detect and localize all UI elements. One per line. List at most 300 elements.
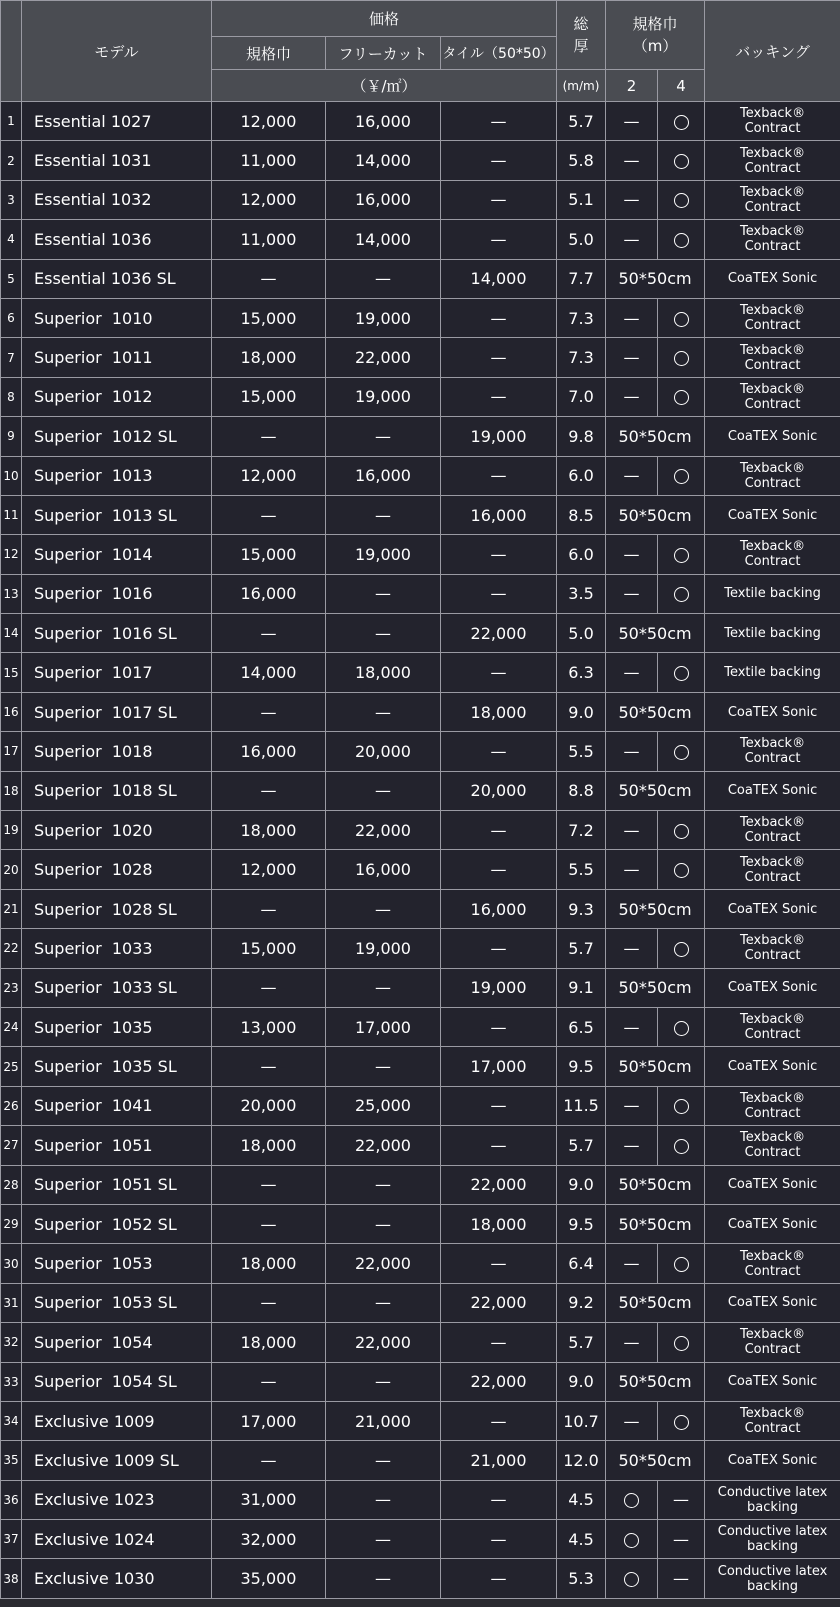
price-freecut: 18,000 xyxy=(326,653,441,692)
table-row xyxy=(1,889,840,928)
price-tile: 16,000 xyxy=(441,889,557,928)
header-model: モデル xyxy=(22,1,212,102)
row-number: 17 xyxy=(1,732,22,771)
backing: Texback® Contract xyxy=(705,811,840,850)
price-standard: — xyxy=(212,889,326,928)
price-standard: — xyxy=(212,1204,326,1243)
width-4m xyxy=(658,1323,705,1362)
price-standard: — xyxy=(212,495,326,534)
row-number: 27 xyxy=(1,1126,22,1165)
width-4m xyxy=(658,653,705,692)
price-standard: 20,000 xyxy=(212,1086,326,1125)
model-name: Superior 1017 xyxy=(22,653,212,692)
price-freecut: 22,000 xyxy=(326,1126,441,1165)
width-2m: — xyxy=(606,102,658,141)
thickness: 8.5 xyxy=(557,495,606,534)
circle-icon xyxy=(624,1493,639,1508)
thickness: 9.3 xyxy=(557,889,606,928)
model-name: Superior 1053 xyxy=(22,1244,212,1283)
model-name: Superior 1041 xyxy=(22,1086,212,1125)
backing: Texback® Contract xyxy=(705,102,840,141)
price-freecut: — xyxy=(326,771,441,810)
table-row xyxy=(1,692,840,731)
price-freecut: — xyxy=(326,1559,441,1598)
circle-icon xyxy=(674,745,689,760)
header-width: 規格巾 （m） xyxy=(606,1,705,70)
model-name: Superior 1028 SL xyxy=(22,889,212,928)
thickness: 6.3 xyxy=(557,653,606,692)
tile-size: 50*50cm xyxy=(606,495,705,534)
table-row xyxy=(1,1283,840,1322)
price-freecut: — xyxy=(326,1165,441,1204)
width-4m xyxy=(658,377,705,416)
width-4m xyxy=(658,1126,705,1165)
model-name: Superior 1053 SL xyxy=(22,1283,212,1322)
model-name: Exclusive 1030 xyxy=(22,1559,212,1598)
row-number: 10 xyxy=(1,456,22,495)
price-standard: — xyxy=(212,1362,326,1401)
backing: CoaTEX Sonic xyxy=(705,1047,840,1086)
price-tile: — xyxy=(441,1520,557,1559)
thickness: 5.3 xyxy=(557,1559,606,1598)
price-standard: 15,000 xyxy=(212,377,326,416)
tile-size: 50*50cm xyxy=(606,259,705,298)
model-name: Superior 1051 SL xyxy=(22,1165,212,1204)
thickness: 7.0 xyxy=(557,377,606,416)
table-row xyxy=(1,929,840,968)
price-freecut: — xyxy=(326,692,441,731)
width-4m: — xyxy=(658,1520,705,1559)
price-freecut: 20,000 xyxy=(326,732,441,771)
price-freecut: 25,000 xyxy=(326,1086,441,1125)
table-row xyxy=(1,1480,840,1519)
price-tile: — xyxy=(441,1480,557,1519)
width-2m: — xyxy=(606,338,658,377)
price-freecut: 22,000 xyxy=(326,338,441,377)
row-number: 31 xyxy=(1,1283,22,1322)
width-2m: — xyxy=(606,456,658,495)
price-freecut: — xyxy=(326,1362,441,1401)
price-standard: 18,000 xyxy=(212,338,326,377)
price-tile: — xyxy=(441,811,557,850)
circle-icon xyxy=(674,1257,689,1272)
thickness: 5.1 xyxy=(557,180,606,219)
backing: Texback® Contract xyxy=(705,929,840,968)
backing: CoaTEX Sonic xyxy=(705,495,840,534)
row-number: 34 xyxy=(1,1401,22,1440)
row-number: 18 xyxy=(1,771,22,810)
row-number: 32 xyxy=(1,1323,22,1362)
table-row xyxy=(1,1441,840,1480)
thickness: 5.0 xyxy=(557,614,606,653)
thickness: 5.0 xyxy=(557,220,606,259)
price-tile: — xyxy=(441,1126,557,1165)
backing: Textile backing xyxy=(705,574,840,613)
table-row xyxy=(1,338,840,377)
width-4m xyxy=(658,811,705,850)
backing: Texback® Contract xyxy=(705,1086,840,1125)
price-freecut: 19,000 xyxy=(326,929,441,968)
circle-icon xyxy=(674,193,689,208)
row-number: 35 xyxy=(1,1441,22,1480)
price-standard: — xyxy=(212,1441,326,1480)
backing: CoaTEX Sonic xyxy=(705,1441,840,1480)
row-number: 24 xyxy=(1,1007,22,1046)
row-number: 37 xyxy=(1,1520,22,1559)
model-name: Exclusive 1009 SL xyxy=(22,1441,212,1480)
model-name: Exclusive 1024 xyxy=(22,1520,212,1559)
row-number: 36 xyxy=(1,1480,22,1519)
price-tile: — xyxy=(441,850,557,889)
model-name: Superior 1054 SL xyxy=(22,1362,212,1401)
thickness: 5.7 xyxy=(557,929,606,968)
price-freecut: — xyxy=(326,574,441,613)
price-standard: 35,000 xyxy=(212,1559,326,1598)
price-tile: — xyxy=(441,338,557,377)
row-number: 7 xyxy=(1,338,22,377)
circle-icon xyxy=(674,824,689,839)
header-price-standard: 規格巾 xyxy=(212,37,326,70)
price-freecut: 16,000 xyxy=(326,180,441,219)
width-4m: — xyxy=(658,1480,705,1519)
thickness: 5.5 xyxy=(557,850,606,889)
price-tile: 16,000 xyxy=(441,495,557,534)
thickness: 9.2 xyxy=(557,1283,606,1322)
price-tile: 18,000 xyxy=(441,1204,557,1243)
table-row xyxy=(1,102,840,141)
circle-icon xyxy=(674,587,689,602)
tile-size: 50*50cm xyxy=(606,889,705,928)
width-2m: — xyxy=(606,298,658,337)
price-tile: — xyxy=(441,1007,557,1046)
price-freecut: 17,000 xyxy=(326,1007,441,1046)
price-tile: — xyxy=(441,1244,557,1283)
row-number: 28 xyxy=(1,1165,22,1204)
backing: Conductive latex backing xyxy=(705,1559,840,1598)
backing: CoaTEX Sonic xyxy=(705,968,840,1007)
thickness: 5.7 xyxy=(557,1323,606,1362)
price-tile: 17,000 xyxy=(441,1047,557,1086)
backing: Conductive latex backing xyxy=(705,1480,840,1519)
model-name: Superior 1013 SL xyxy=(22,495,212,534)
price-freecut: — xyxy=(326,1204,441,1243)
price-freecut: 21,000 xyxy=(326,1401,441,1440)
model-name: Superior 1010 xyxy=(22,298,212,337)
price-tile: — xyxy=(441,377,557,416)
price-tile: 22,000 xyxy=(441,1165,557,1204)
price-freecut: — xyxy=(326,1520,441,1559)
header-backing: バッキング xyxy=(705,1,840,102)
row-number: 13 xyxy=(1,574,22,613)
model-name: Superior 1020 xyxy=(22,811,212,850)
row-number: 2 xyxy=(1,141,22,180)
table-row xyxy=(1,141,840,180)
table-row xyxy=(1,456,840,495)
thickness: 5.7 xyxy=(557,1126,606,1165)
model-name: Essential 1036 SL xyxy=(22,259,212,298)
table-row xyxy=(1,1047,840,1086)
price-tile: — xyxy=(441,1559,557,1598)
backing: Texback® Contract xyxy=(705,1126,840,1165)
price-tile: 22,000 xyxy=(441,1283,557,1322)
price-standard: 31,000 xyxy=(212,1480,326,1519)
tile-size: 50*50cm xyxy=(606,692,705,731)
backing: Textile backing xyxy=(705,653,840,692)
model-name: Superior 1012 SL xyxy=(22,417,212,456)
table-row xyxy=(1,653,840,692)
row-number: 23 xyxy=(1,968,22,1007)
model-name: Superior 1016 xyxy=(22,574,212,613)
price-tile: — xyxy=(441,180,557,219)
thickness: 9.5 xyxy=(557,1047,606,1086)
circle-icon xyxy=(624,1533,639,1548)
backing: CoaTEX Sonic xyxy=(705,771,840,810)
thickness: 9.8 xyxy=(557,417,606,456)
table-row xyxy=(1,1401,840,1440)
header-price-freecut: フリーカット xyxy=(326,37,441,70)
backing: CoaTEX Sonic xyxy=(705,889,840,928)
width-4m xyxy=(658,141,705,180)
backing: Texback® Contract xyxy=(705,850,840,889)
price-tile: 19,000 xyxy=(441,968,557,1007)
backing: CoaTEX Sonic xyxy=(705,692,840,731)
backing: Texback® Contract xyxy=(705,535,840,574)
circle-icon xyxy=(674,312,689,327)
table-row xyxy=(1,614,840,653)
row-number: 33 xyxy=(1,1362,22,1401)
table-row xyxy=(1,811,840,850)
price-tile: — xyxy=(441,102,557,141)
price-tile: — xyxy=(441,1323,557,1362)
price-standard: 12,000 xyxy=(212,850,326,889)
width-2m: — xyxy=(606,1244,658,1283)
circle-icon xyxy=(674,154,689,169)
backing: Texback® Contract xyxy=(705,1323,840,1362)
price-standard: 15,000 xyxy=(212,298,326,337)
model-name: Superior 1035 xyxy=(22,1007,212,1046)
price-standard: — xyxy=(212,1047,326,1086)
row-number: 29 xyxy=(1,1204,22,1243)
tile-size: 50*50cm xyxy=(606,771,705,810)
width-4m xyxy=(658,220,705,259)
price-standard: — xyxy=(212,1283,326,1322)
table-row xyxy=(1,574,840,613)
price-standard: — xyxy=(212,259,326,298)
model-name: Superior 1052 SL xyxy=(22,1204,212,1243)
backing: Texback® Contract xyxy=(705,338,840,377)
backing: Texback® Contract xyxy=(705,180,840,219)
thickness: 7.3 xyxy=(557,338,606,377)
backing: Texback® Contract xyxy=(705,1244,840,1283)
price-standard: 18,000 xyxy=(212,1126,326,1165)
width-4m xyxy=(658,1401,705,1440)
model-name: Superior 1018 SL xyxy=(22,771,212,810)
table-row xyxy=(1,1204,840,1243)
backing: CoaTEX Sonic xyxy=(705,1362,840,1401)
thickness: 9.0 xyxy=(557,1362,606,1401)
width-2m: — xyxy=(606,535,658,574)
tile-size: 50*50cm xyxy=(606,417,705,456)
backing: Texback® Contract xyxy=(705,377,840,416)
model-name: Superior 1011 xyxy=(22,338,212,377)
price-standard: 17,000 xyxy=(212,1401,326,1440)
circle-icon xyxy=(624,1572,639,1587)
price-freecut: — xyxy=(326,417,441,456)
tile-size: 50*50cm xyxy=(606,1204,705,1243)
backing: CoaTEX Sonic xyxy=(705,1204,840,1243)
price-freecut: — xyxy=(326,968,441,1007)
model-name: Superior 1033 SL xyxy=(22,968,212,1007)
price-freecut: — xyxy=(326,889,441,928)
price-tile: — xyxy=(441,574,557,613)
model-name: Superior 1054 xyxy=(22,1323,212,1362)
model-name: Superior 1028 xyxy=(22,850,212,889)
price-freecut: — xyxy=(326,1441,441,1480)
thickness: 5.7 xyxy=(557,102,606,141)
table-row xyxy=(1,1086,840,1125)
table-row xyxy=(1,377,840,416)
width-4m xyxy=(658,929,705,968)
width-4m xyxy=(658,102,705,141)
row-number: 20 xyxy=(1,850,22,889)
price-tile: 22,000 xyxy=(441,1362,557,1401)
model-name: Essential 1027 xyxy=(22,102,212,141)
table-row xyxy=(1,1559,840,1598)
width-2m: — xyxy=(606,850,658,889)
price-tile: 19,000 xyxy=(441,417,557,456)
table-row xyxy=(1,1126,840,1165)
table-row xyxy=(1,180,840,219)
price-tile: — xyxy=(441,1401,557,1440)
width-2m: — xyxy=(606,1126,658,1165)
width-2m xyxy=(606,1559,658,1598)
width-4m: — xyxy=(658,1559,705,1598)
price-tile: 21,000 xyxy=(441,1441,557,1480)
price-standard: 15,000 xyxy=(212,929,326,968)
price-tile: — xyxy=(441,456,557,495)
model-name: Exclusive 1023 xyxy=(22,1480,212,1519)
thickness: 5.8 xyxy=(557,141,606,180)
backing: Texback® Contract xyxy=(705,220,840,259)
width-4m xyxy=(658,574,705,613)
tile-size: 50*50cm xyxy=(606,1047,705,1086)
model-name: Exclusive 1009 xyxy=(22,1401,212,1440)
price-tile: — xyxy=(441,653,557,692)
price-standard: 13,000 xyxy=(212,1007,326,1046)
price-freecut: 16,000 xyxy=(326,102,441,141)
table-row xyxy=(1,1007,840,1046)
price-freecut: — xyxy=(326,495,441,534)
price-standard: 12,000 xyxy=(212,180,326,219)
price-standard: — xyxy=(212,417,326,456)
tile-size: 50*50cm xyxy=(606,1165,705,1204)
row-number: 16 xyxy=(1,692,22,731)
price-freecut: 19,000 xyxy=(326,535,441,574)
table-row xyxy=(1,417,840,456)
thickness: 4.5 xyxy=(557,1480,606,1519)
price-tile: — xyxy=(441,298,557,337)
row-number: 4 xyxy=(1,220,22,259)
backing: Textile backing xyxy=(705,614,840,653)
backing: CoaTEX Sonic xyxy=(705,259,840,298)
row-number: 9 xyxy=(1,417,22,456)
backing: Conductive latex backing xyxy=(705,1520,840,1559)
model-name: Superior 1051 xyxy=(22,1126,212,1165)
width-4m xyxy=(658,732,705,771)
price-freecut: 22,000 xyxy=(326,1244,441,1283)
backing: Texback® Contract xyxy=(705,456,840,495)
width-4m xyxy=(658,850,705,889)
model-name: Essential 1032 xyxy=(22,180,212,219)
row-number: 15 xyxy=(1,653,22,692)
price-standard: 18,000 xyxy=(212,1244,326,1283)
width-4m xyxy=(658,1244,705,1283)
width-2m: — xyxy=(606,141,658,180)
width-4m xyxy=(658,1007,705,1046)
row-number: 5 xyxy=(1,259,22,298)
backing: Texback® Contract xyxy=(705,141,840,180)
width-2m: — xyxy=(606,1007,658,1046)
price-freecut: 14,000 xyxy=(326,141,441,180)
price-freecut: — xyxy=(326,259,441,298)
table-row xyxy=(1,535,840,574)
row-number: 26 xyxy=(1,1086,22,1125)
price-standard: 16,000 xyxy=(212,574,326,613)
price-standard: 11,000 xyxy=(212,141,326,180)
width-2m: — xyxy=(606,574,658,613)
row-number: 19 xyxy=(1,811,22,850)
width-4m xyxy=(658,180,705,219)
circle-icon xyxy=(674,548,689,563)
table-row xyxy=(1,968,840,1007)
price-standard: 32,000 xyxy=(212,1520,326,1559)
row-number: 25 xyxy=(1,1047,22,1086)
width-2m: — xyxy=(606,653,658,692)
width-2m: — xyxy=(606,811,658,850)
tile-size: 50*50cm xyxy=(606,1362,705,1401)
backing: Texback® Contract xyxy=(705,1007,840,1046)
table-row xyxy=(1,298,840,337)
price-standard: 16,000 xyxy=(212,732,326,771)
tile-size: 50*50cm xyxy=(606,1283,705,1322)
model-name: Superior 1014 xyxy=(22,535,212,574)
model-name: Essential 1036 xyxy=(22,220,212,259)
circle-icon xyxy=(674,390,689,405)
header-thickness: 総 厚 xyxy=(557,1,606,70)
row-number: 22 xyxy=(1,929,22,968)
width-2m: — xyxy=(606,1086,658,1125)
circle-icon xyxy=(674,1139,689,1154)
thickness: 9.0 xyxy=(557,692,606,731)
width-2m xyxy=(606,1520,658,1559)
price-freecut: — xyxy=(326,1047,441,1086)
price-standard: — xyxy=(212,692,326,731)
circle-icon xyxy=(674,1415,689,1430)
row-number: 6 xyxy=(1,298,22,337)
width-4m xyxy=(658,1086,705,1125)
price-tile: — xyxy=(441,141,557,180)
header-price-unit: （￥/㎡） xyxy=(212,70,557,102)
price-standard: 12,000 xyxy=(212,456,326,495)
model-name: Superior 1035 SL xyxy=(22,1047,212,1086)
model-name: Superior 1018 xyxy=(22,732,212,771)
thickness: 6.4 xyxy=(557,1244,606,1283)
thickness: 3.5 xyxy=(557,574,606,613)
price-standard: 15,000 xyxy=(212,535,326,574)
price-freecut: 14,000 xyxy=(326,220,441,259)
width-2m: — xyxy=(606,1323,658,1362)
price-freecut: — xyxy=(326,614,441,653)
